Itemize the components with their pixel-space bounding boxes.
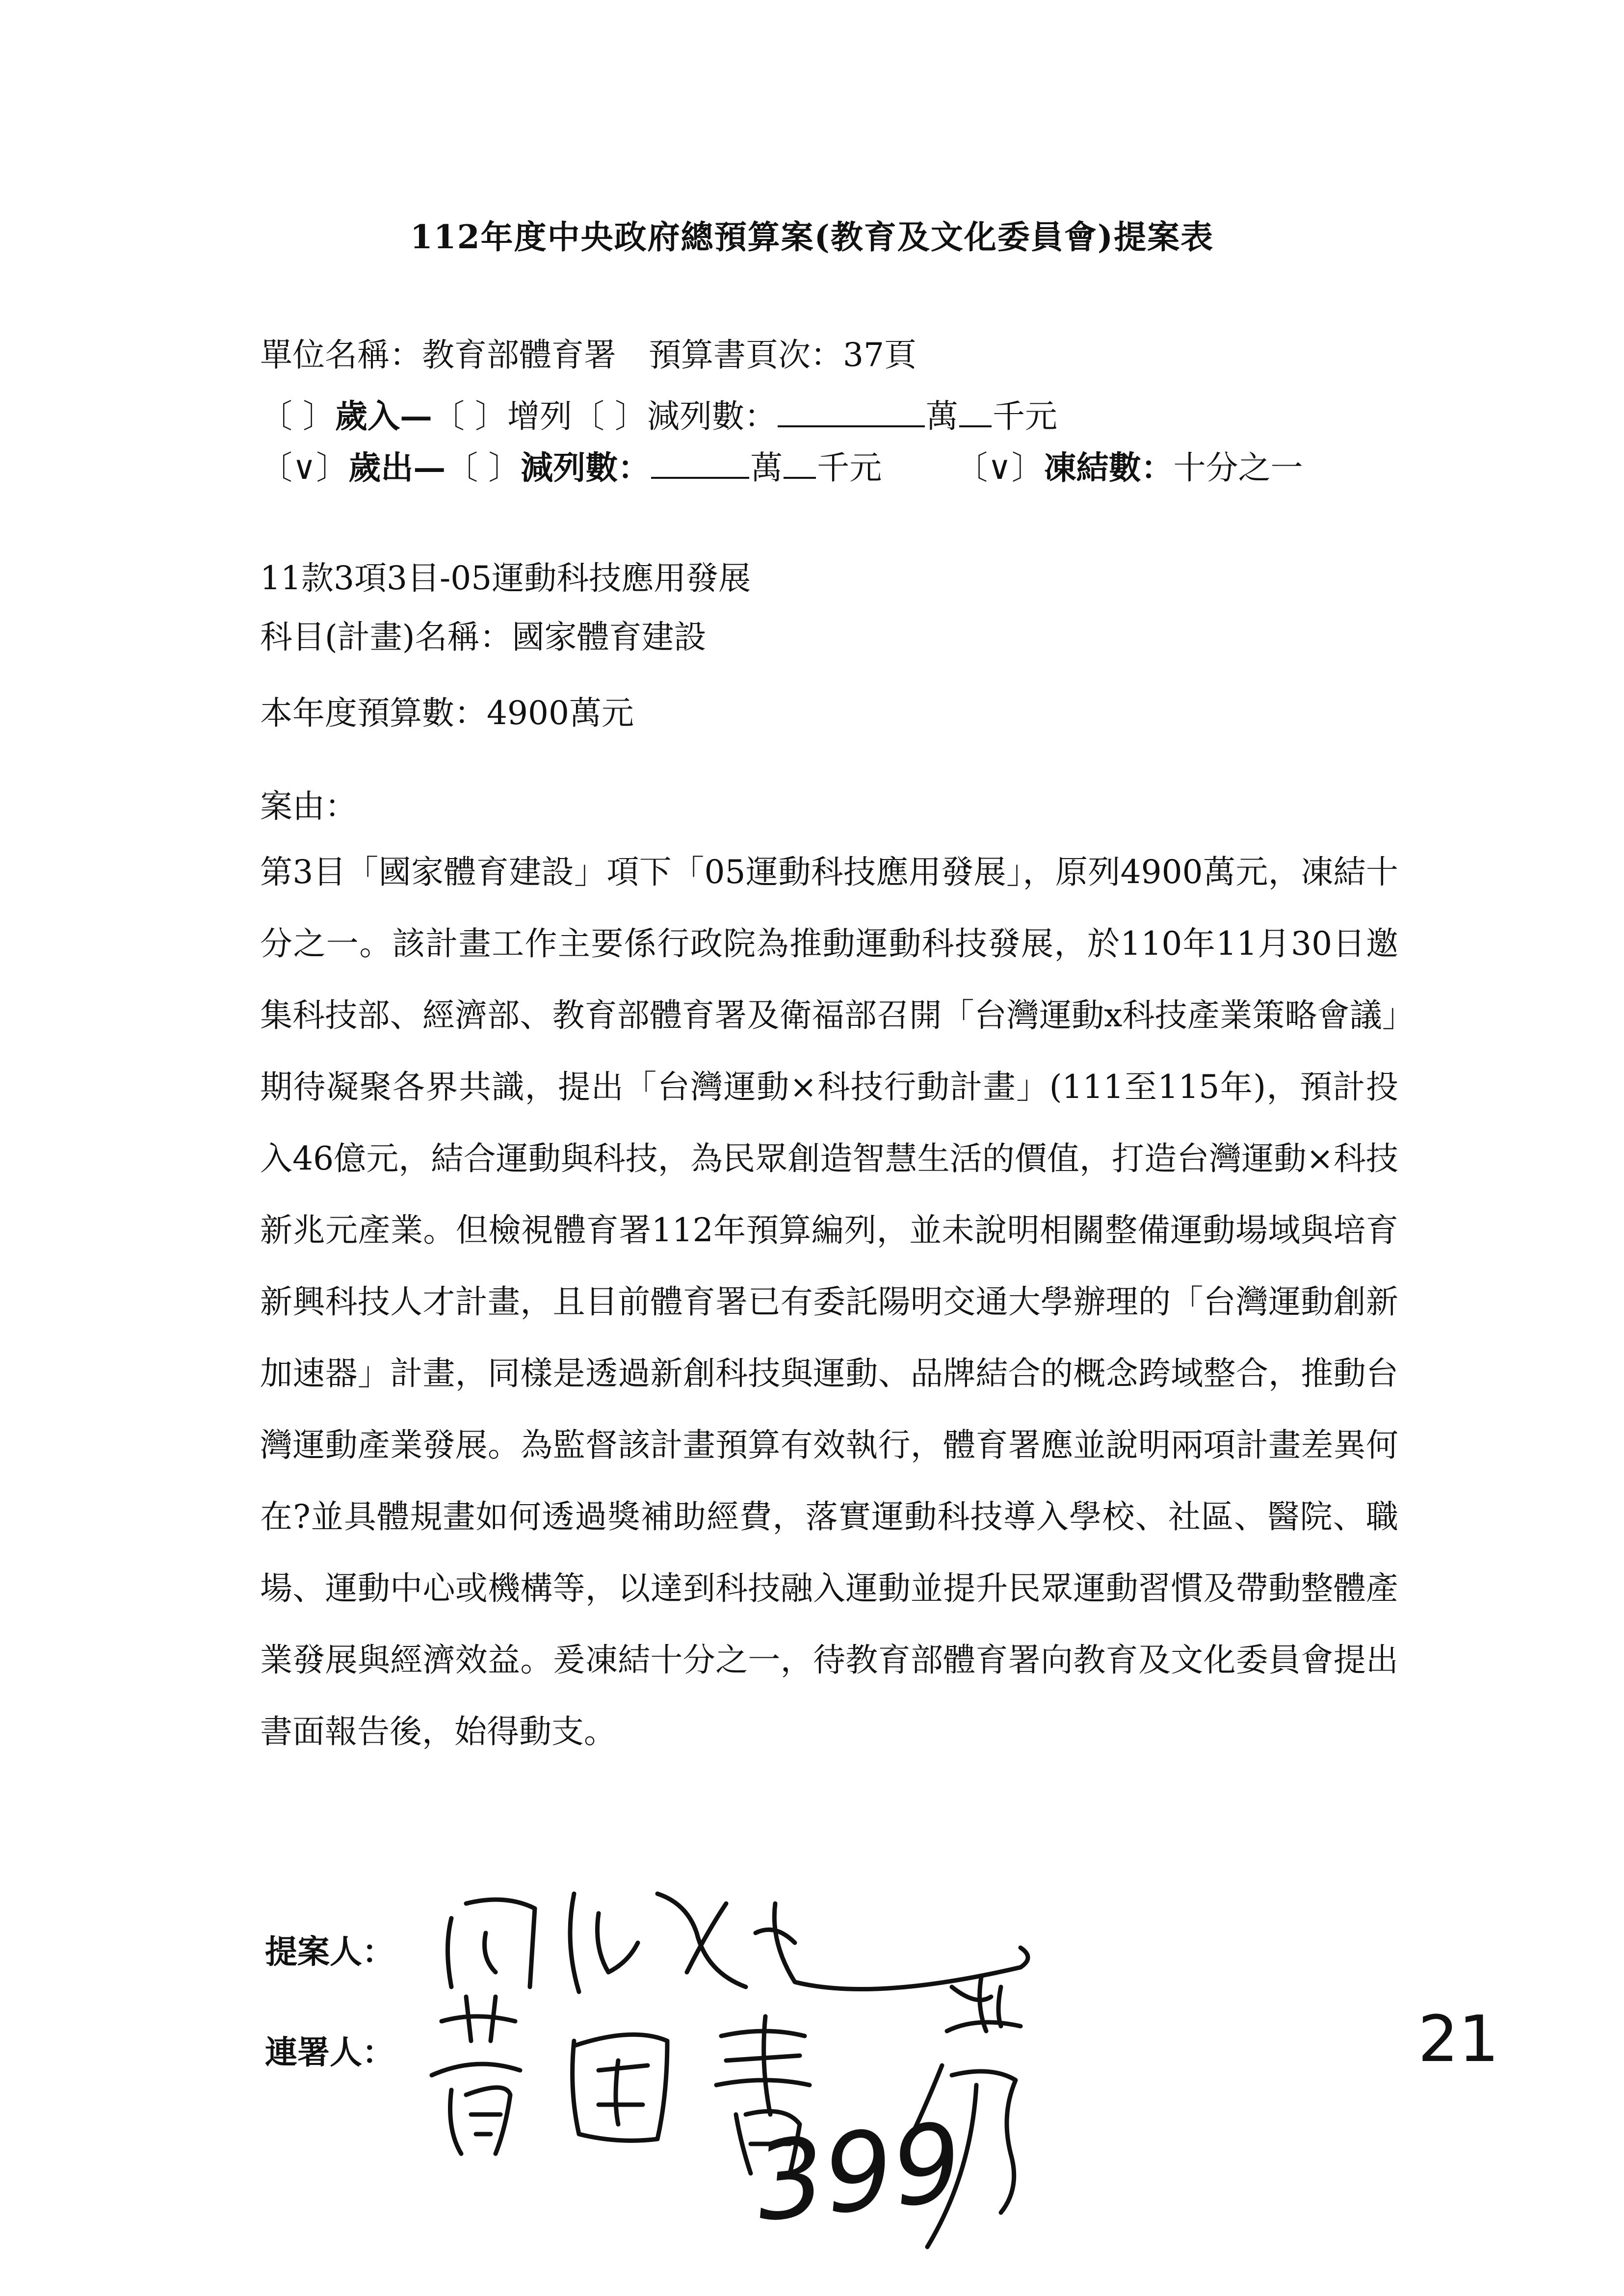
freeze-value: 十分之一 [1173,449,1303,487]
expense-qian: 千元 [817,449,882,487]
expense-decrease-label: 減列數： [521,448,651,487]
form-title: 112年度中央政府總預算案(教育及文化委員會)提案表 [410,218,1214,256]
income-wan-blank [778,393,925,427]
expense-qian-blank [784,444,816,479]
cosigner-label: 連署人： [265,2033,394,2071]
income-decrease: 〔 〕減列數： [572,397,777,435]
freeze-checkbox: 〔∨〕 [955,449,1044,487]
expense-line [260,442,1303,488]
handwritten-number: 399 [749,2099,968,2246]
proposer-label: 提案人： [265,1932,394,1971]
expense-wan: 萬 [750,449,783,487]
expense-decrease-checkbox: 〔 〕 [445,449,521,487]
reason-label: 案由： [260,787,357,825]
expense-wan-blank [651,444,749,479]
reason-paragraph: 第3目「國家體育建設」項下「05運動科技應用發展」，原列4900萬元，凍結十分之一。該計畫工作主要係行政院為推動運動科技發展，於110年11月30日邀集科技部、經濟部、教育部體育署及衛福部召開「台灣運動x科技產業策略會議」期待凝聚各界共識，提出「台灣運動×科技行動計畫」(111至115年)，預計投入46億元，結合運動與科技，為民眾創造智慧生活的價值，打造台灣運動×科技新兆元產業。但檢視體育署112年預算編列，並未說明相關整備運動場域與培育新興科技人才計畫，且目前體育署已有委託陽明交通大學辦理的「台灣運動創新加速器」計畫，同樣是透過新創科技與運動、品牌結合的概念跨域整合，推動台灣運動產業發展。為監督該計畫預算有效執行，體育署應並說明兩項計畫差異何在?並具體規畫如何透過獎補助經費，落實運動科技導入學校、社區、醫院、職場、運動中心或機構等，以達到科技融入運動並提升民眾運動習慣及帶動整體產業發展與經濟效益。爰凍結十分之一，待教育部體育署向教育及文化委員會提出書面報告後，始得動支。 [260,853,1398,1750]
page-number: 21 [1418,2002,1499,2076]
subject-line: 科目(計畫)名稱：國家體育建設 [260,618,707,656]
income-label: 歲入— [335,397,432,435]
income-wan: 萬 [925,397,958,435]
freeze-label: 凍結數： [1044,448,1174,487]
income-qian-blank [959,393,992,427]
budget-line: 本年度預算數：4900萬元 [260,694,634,732]
reason-body [260,836,1398,1768]
expense-checkbox: 〔∨〕 [260,449,349,487]
expense-label: 歲出— [348,448,446,487]
income-qian: 千元 [992,397,1057,435]
income-line [260,390,1057,437]
income-increase: 〔 〕增列 [432,397,572,435]
item-line: 11款3項3目-05運動科技應用發展 [260,559,751,597]
unit-line: 單位名稱：教育部體育署 預算書頁次：37頁 [260,336,917,374]
income-checkbox: 〔 〕 [260,397,335,435]
